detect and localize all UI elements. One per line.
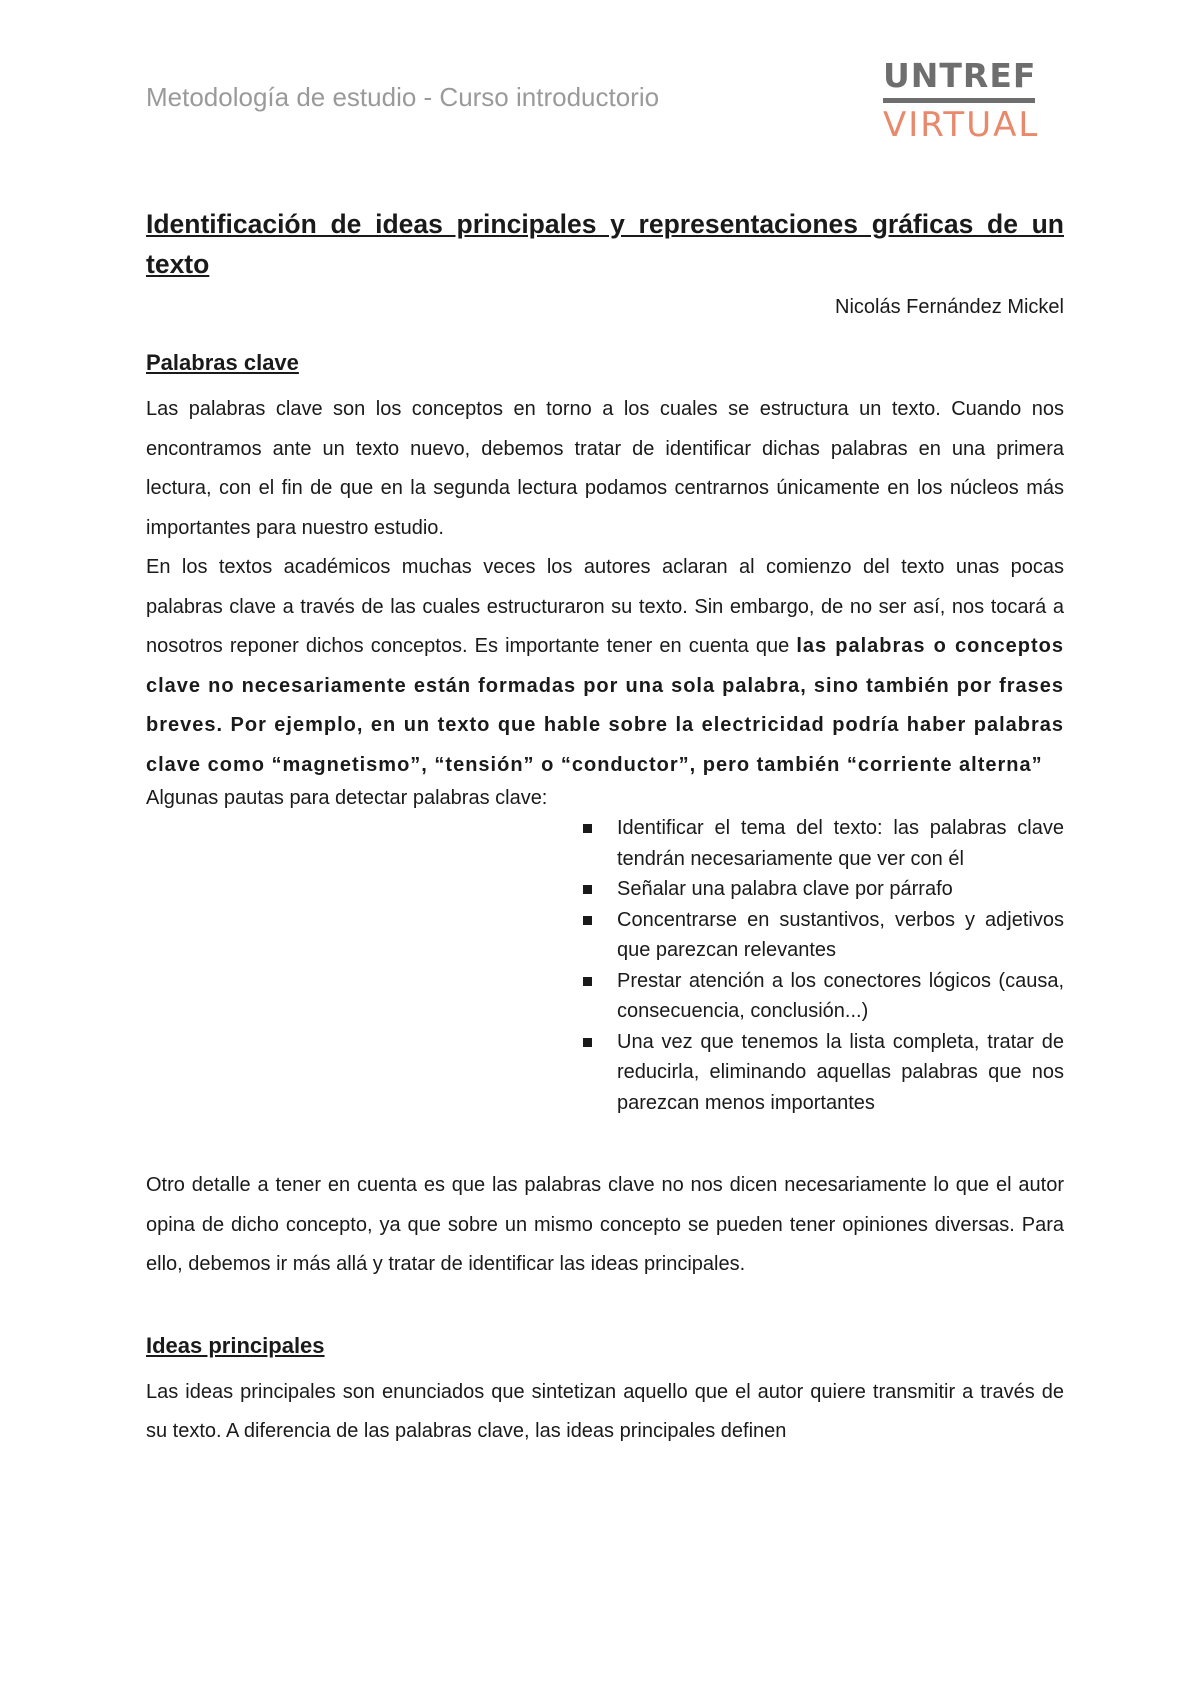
list-item (583, 966, 1064, 1027)
logo-divider (883, 98, 1035, 103)
section-heading-main-ideas: Ideas principales (146, 1332, 325, 1358)
section-main-ideas-body (146, 1373, 1064, 1452)
square-bullet-icon (583, 916, 592, 925)
square-bullet-icon (583, 977, 592, 986)
list-item (583, 905, 1064, 966)
logo-bottom-text: VIRTUAL (883, 105, 1040, 145)
guideline-text: Señalar una palabra clave por párrafo (617, 878, 953, 900)
document-author: Nicolás Fernández Mickel (835, 296, 1064, 318)
course-title: Metodología de estudio - Curso introductorio (146, 82, 660, 112)
document-page (146, 0, 1064, 1452)
main-ideas-paragraph-1: Las ideas principales son enunciados que sintetizan aquello que el autor quiere transmitir a través de su texto. A diferencia de las palabras clave, las ideas principales definen (146, 1380, 1064, 1442)
guidelines-intro: Algunas pautas para detectar palabras clave: (146, 787, 548, 809)
guideline-text: Concentrarse en sustantivos, verbos y adjetivos que parezcan relevantes (617, 908, 1064, 961)
list-item (583, 1027, 1064, 1119)
keywords-paragraph-1: Las palabras clave son los conceptos en torno a los cuales se estructura un texto. Cuando nos encontramos ante un texto nuevo, debemos tratar de identificar dichas palabras en una primera lectura, con el fin de que en la segunda lectura podamos centrarnos únicamente en los núcleos más importantes para nuestro estudio. (146, 398, 1064, 539)
section-keywords-body (146, 390, 1064, 1285)
untref-virtual-logo (883, 58, 1043, 143)
keywords-paragraph-2 (146, 548, 1064, 785)
keywords-paragraph-2-plain: En los textos académicos muchas veces los autores aclaran al comienzo del texto unas pocas palabras clave a través de las cuales estructuraron su texto. Sin embargo, de no ser así, nos tocará a nosotros reponer dichos conceptos. Es importante tener en cuenta que (146, 556, 1064, 657)
page-header (146, 0, 1064, 190)
keywords-paragraph-2-emphasis: las palabras o conceptos clave no necesariamente están formadas por una sola palabra, sino también por frases breves. Por ejemplo, en un texto que hable sobre la electricidad podría haber palabras clave como “magnetismo”, “tensión” o “conductor”, pero también “corriente alterna” (146, 635, 1064, 776)
guideline-text: Identificar el tema del texto: las palabras clave tendrán necesariamente que ver con él (617, 817, 1064, 870)
list-item (583, 874, 1064, 905)
square-bullet-icon (583, 885, 592, 894)
document-title: Identificación de ideas principales y representaciones gráficas de un texto (146, 209, 1064, 279)
keywords-paragraph-3: Otro detalle a tener en cuenta es que las palabras clave no nos dicen necesariamente lo que el autor opina de dicho concepto, ya que sobre un mismo concepto se pueden tener opiniones diversas. Para ello, debemos ir más allá y tratar de identificar las ideas principales. (146, 1174, 1064, 1275)
logo-top-text: UNTREF (883, 56, 1037, 95)
list-item (583, 813, 1064, 874)
square-bullet-icon (583, 1038, 592, 1047)
square-bullet-icon (583, 824, 592, 833)
section-heading-keywords: Palabras clave (146, 350, 299, 375)
guideline-text: Prestar atención a los conectores lógicos (causa, consecuencia, conclusión...) (617, 969, 1064, 1022)
guideline-text: Una vez que tenemos la lista completa, tratar de reducirla, eliminando aquellas palabras que nos parezcan menos importantes (617, 1030, 1064, 1114)
guidelines-list (583, 813, 1064, 1118)
